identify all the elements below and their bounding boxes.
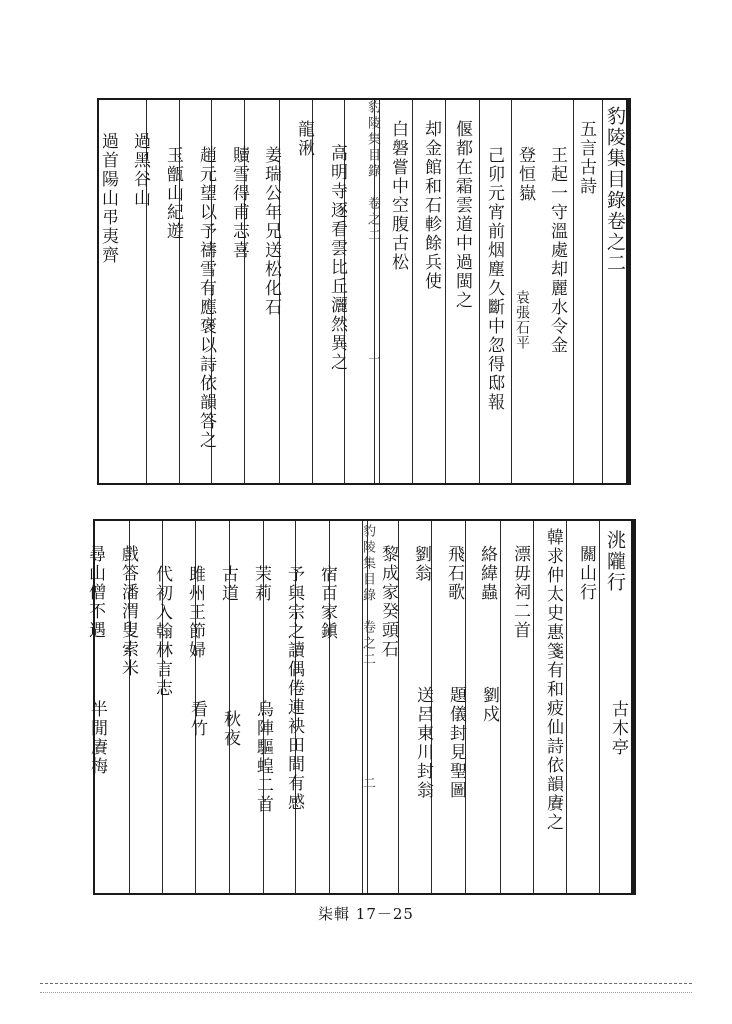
toc-entry: 劉戍 (479, 686, 499, 724)
toc-entry: 玉甑山紀遊 (163, 146, 183, 241)
toc-entry: 劉翁 (411, 545, 431, 583)
toc-entry: 古木亭 (608, 700, 628, 757)
toc-entry: 偃都在霜雲道中過閩之 (452, 120, 472, 310)
toc-entry: 關山行 (576, 545, 596, 602)
column-rule (412, 100, 413, 483)
column-rule (445, 100, 446, 483)
column-rule (500, 521, 501, 893)
toc-entry: 尋山僧不遇 (85, 545, 105, 640)
toc-entry: 烏陣驅蝗二首 (253, 700, 273, 814)
toc-entry: 宿百家鎭 (317, 565, 337, 641)
toc-entry: 代初入翰林言志 (152, 565, 172, 698)
bottom-frame-thick-edge (631, 519, 636, 895)
toc-entry: 絡緯蟲 (477, 545, 497, 602)
toc-section-title: 五言古詩 (576, 120, 596, 196)
toc-entry: 送呂東川封翁 (413, 686, 433, 800)
margin-title: 豹陵集目錄 卷之二 (360, 524, 375, 668)
toc-entry: 漂毋祠二首 (510, 545, 530, 640)
toc-entry-author: 袁張石平 (514, 290, 530, 350)
toc-entry: 古道 (218, 565, 238, 603)
column-rule (602, 100, 603, 483)
toc-entry: 黎成家癸頭石 (378, 545, 398, 659)
toc-entry: 龍湫 (294, 120, 314, 158)
top-frame-thick-edge (626, 98, 631, 485)
toc-entry: 戲答潘渭叟索米 (118, 545, 138, 678)
toc-entry: 王起一守溫處却麗水令金 (547, 146, 567, 355)
toc-entry: 飛石歌 (444, 545, 464, 602)
toc-entry: 韓求仲太史惠箋有和疲仙詩依韻賡之 (543, 528, 563, 832)
column-rule (398, 521, 399, 893)
column-rule (566, 521, 567, 893)
column-rule (573, 100, 574, 483)
toc-entry: 贖雪得甫志喜 (229, 146, 249, 260)
toc-entry: 雎州王節婦 (185, 565, 205, 660)
toc-entry: 題儀封見聖圖 (446, 686, 466, 800)
toc-entry: 茉莉 (251, 565, 271, 603)
toc-entry: 過黑谷山 (130, 132, 150, 208)
scan-edge-line (40, 983, 692, 984)
toc-entry: 却金館和石軫餘兵使 (421, 120, 441, 291)
toc-entry: 趙元望以予禱雪有應褒以詩依韻答之 (196, 146, 216, 450)
toc-entry: 予與宗之讀偶倦連袂田間有感 (284, 565, 304, 812)
margin-page-number: 一 (365, 352, 380, 368)
toc-entry: 洮隴行 (604, 530, 626, 593)
margin-page-number: 二 (360, 776, 375, 792)
toc-entry: 看竹 (187, 700, 207, 738)
toc-entry: 秋夜 (220, 710, 240, 748)
toc-heading: 豹陵集目錄卷之二 (604, 106, 626, 274)
toc-entry: 白磐嘗中空腹古松 (388, 120, 408, 272)
column-rule (533, 521, 534, 893)
toc-entry: 過首陽山弔夷齊 (98, 132, 118, 265)
toc-entry: 高明寺逐看雲比丘灑然異之 (327, 144, 347, 372)
page-label: 柒輯 17－25 (318, 905, 414, 923)
scan-edge-line (40, 992, 692, 993)
toc-entry: 己卯元宵前烟塵久斷中忽得邸報 (484, 146, 504, 412)
toc-entry: 半閒賡梅 (87, 700, 107, 776)
column-rule (479, 100, 480, 483)
column-rule (599, 521, 600, 893)
toc-entry: 登恒嶽 (515, 146, 535, 203)
margin-title: 豹陵集目錄 卷之二 (365, 100, 380, 244)
toc-entry: 姜瑞公年兄送松化石 (261, 146, 281, 317)
